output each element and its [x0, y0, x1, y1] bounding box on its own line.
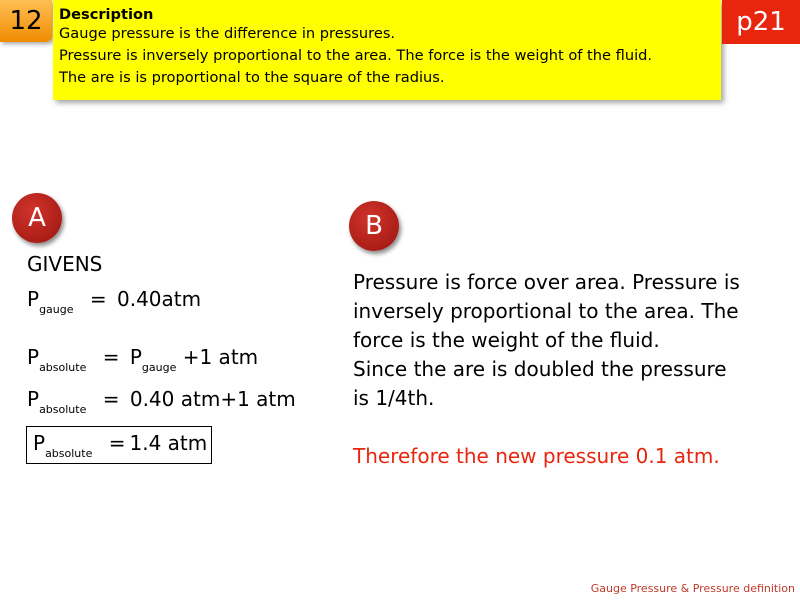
section-b-label: B	[365, 211, 383, 241]
section-b-badge	[349, 201, 399, 251]
description-line: Gauge pressure is the difference in pressures.	[59, 25, 396, 42]
eq-subscript: gauge	[39, 303, 74, 316]
conclusion-text: Therefore the new pressure 0.1 atm.	[353, 444, 720, 468]
eq-subscript: absolute	[39, 403, 87, 416]
explanation-line: inversely proportional to the area. The	[353, 299, 739, 323]
eq-subscript: gauge	[141, 361, 177, 374]
equation-gauge-pressure	[27, 287, 201, 316]
eq-subscript: absolute	[45, 447, 93, 460]
eq-operator: =	[89, 287, 107, 311]
section-a-label: A	[28, 203, 46, 233]
description-box	[53, 0, 721, 100]
description-line: The are is is proportional to the square of the radius.	[59, 69, 445, 86]
explanation-line: is 1/4th.	[353, 386, 435, 410]
explanation-line: Pressure is force over area. Pressure is	[353, 270, 740, 294]
eq-operator: =	[108, 431, 126, 455]
eq-operator: =	[102, 387, 120, 411]
eq-symbol: P	[129, 345, 142, 369]
page-badge	[722, 0, 800, 44]
eq-symbol: P	[27, 345, 40, 369]
slide-number-badge	[0, 0, 52, 42]
eq-value: +1 atm	[182, 345, 259, 369]
explanation-line: force is the weight of the fluid.	[353, 328, 660, 352]
explanation-line: Since the are is doubled the pressure	[353, 357, 727, 381]
equation-absolute-result-box	[26, 426, 212, 464]
givens-title: GIVENS	[27, 252, 103, 276]
section-a-badge	[12, 193, 62, 243]
eq-value: 0.40atm	[117, 287, 202, 311]
eq-symbol: P	[27, 387, 40, 411]
footer-title: Gauge Pressure & Pressure definition	[590, 582, 795, 595]
eq-symbol: P	[33, 431, 46, 455]
eq-symbol: P	[27, 287, 40, 311]
eq-subscript: absolute	[39, 361, 87, 374]
equation-absolute-definition	[27, 345, 258, 374]
slide-number: 12	[9, 6, 43, 36]
eq-operator: =	[102, 345, 120, 369]
equation-absolute-substitution	[27, 387, 296, 416]
explanation-text	[353, 268, 783, 413]
eq-value: 0.40 atm+1 atm	[129, 387, 296, 411]
eq-value: 1.4 atm	[129, 431, 208, 455]
page-label: p21	[736, 7, 786, 37]
description-line: Pressure is inversely proportional to the area. The force is the weight of the fluid.	[59, 47, 653, 64]
description-title: Description	[59, 6, 154, 23]
